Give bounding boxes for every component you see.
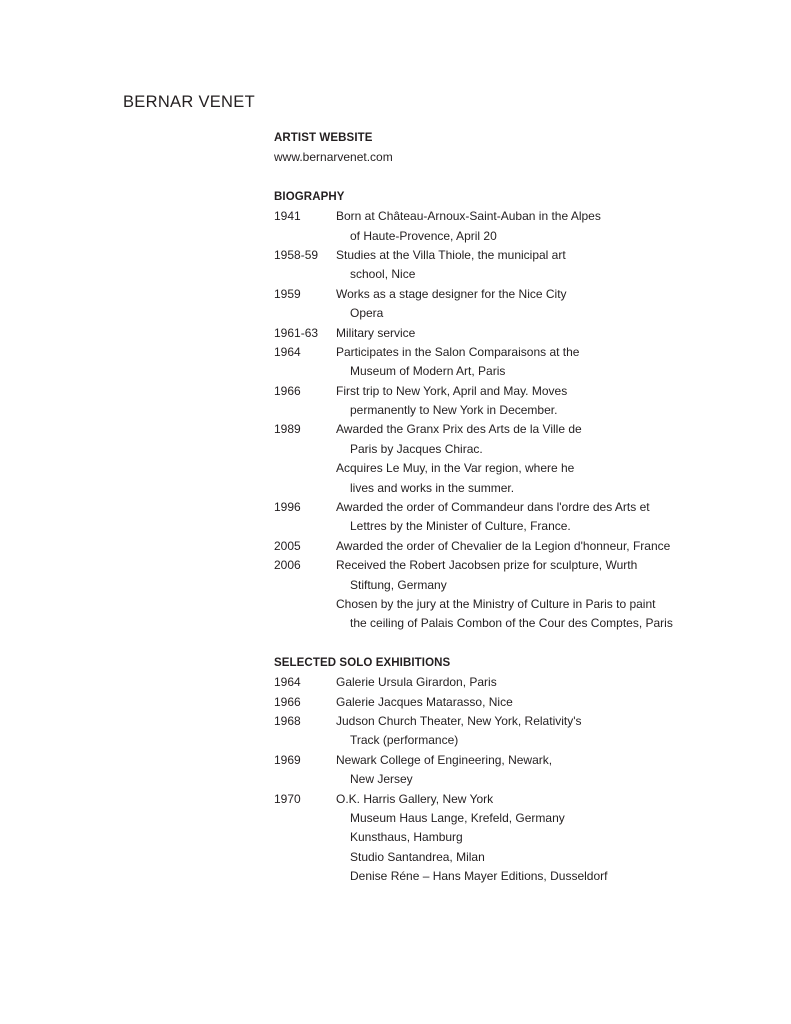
entry-line: First trip to New York, April and May. Moves	[336, 383, 568, 398]
entry-text	[336, 790, 774, 887]
entry-year: 1968	[274, 714, 301, 728]
entry-line: Stiftung, Germany	[350, 577, 447, 592]
entry-text	[336, 595, 774, 634]
entry-year: 1970	[274, 791, 301, 806]
entry-line: Kunsthaus, Hamburg	[350, 830, 463, 845]
entry-year: 1996	[274, 500, 301, 515]
entry-line: O.K. Harris Gallery, New York	[336, 791, 494, 806]
entry-text	[336, 420, 774, 459]
exhibition-entry	[274, 693, 774, 712]
entry-text	[336, 285, 774, 324]
entry-line: Denise Réne – Hans Mayer Editions, Dusseldorf	[350, 869, 608, 884]
website-section	[274, 129, 774, 168]
website-url: www.bernarvenet.com	[274, 150, 393, 165]
solo-exhibitions-section	[274, 654, 774, 887]
entry-line: Awarded the Granx Prix des Arts de la Ville de	[336, 422, 582, 437]
biography-entry	[274, 285, 774, 324]
entry-text	[336, 673, 774, 692]
entry-year: 1989	[274, 422, 301, 437]
entry-line: Works as a stage designer for the Nice City	[336, 286, 567, 301]
entry-line: Studio Santandrea, Milan	[350, 849, 485, 864]
entry-year: 1958-59	[274, 247, 319, 262]
entry-year: 1969	[274, 752, 301, 767]
exhibition-entry	[274, 790, 774, 887]
exhibition-entry	[274, 673, 774, 692]
entry-line: permanently to New York in December.	[350, 403, 558, 418]
exhibition-entry	[274, 751, 774, 790]
entry-line: Paris by Jacques Chirac.	[350, 441, 483, 456]
entry-line: Opera	[350, 306, 384, 321]
biography-entry	[274, 537, 774, 556]
biography-entry	[274, 324, 774, 343]
biography-entry	[274, 459, 774, 498]
entry-text	[336, 459, 774, 498]
biography-entry	[274, 207, 774, 246]
entry-line: Museum Haus Lange, Krefeld, Germany	[350, 810, 565, 825]
entry-year: 1941	[274, 209, 301, 224]
entry-text	[336, 324, 774, 343]
entry-text	[336, 537, 774, 556]
entry-line: Museum of Modern Art, Paris	[350, 364, 506, 379]
artist-name: BERNAR VENET	[123, 93, 255, 111]
entry-line: Chosen by the jury at the Ministry of Culture in Paris to paint	[336, 597, 656, 612]
biography-entry	[274, 382, 774, 421]
entry-text	[336, 556, 774, 595]
entry-line: Military service	[336, 325, 416, 340]
entry-text	[336, 246, 774, 285]
entry-text	[336, 343, 774, 382]
biography-entry	[274, 556, 774, 595]
biography-entry	[274, 595, 774, 634]
entry-year: 1966	[274, 694, 301, 709]
entry-line: Acquires Le Muy, in the Var region, where he	[336, 461, 575, 476]
entry-line: New Jersey	[350, 772, 413, 787]
entry-text	[336, 207, 774, 246]
entry-line: Born at Château-Arnoux-Saint-Auban in the Alpes	[336, 209, 601, 224]
entry-line: Awarded the order of Commandeur dans l'ordre des Arts et	[336, 500, 650, 515]
entry-year	[274, 459, 336, 498]
biography-section	[274, 188, 774, 634]
entry-year: 2006	[274, 558, 301, 573]
entry-year: 1964	[274, 675, 301, 690]
solo-exhibitions-heading: SELECTED SOLO EXHIBITIONS	[274, 656, 451, 669]
entry-line: Galerie Jacques Matarasso, Nice	[336, 694, 513, 709]
exhibition-entry	[274, 712, 774, 751]
entry-text	[336, 751, 774, 790]
entry-line: Lettres by the Minister of Culture, France.	[350, 519, 571, 534]
biography-entry	[274, 246, 774, 285]
solo-exhibitions-list	[274, 673, 774, 886]
biography-heading: BIOGRAPHY	[274, 190, 345, 203]
entry-line: the ceiling of Palais Combon of the Cour des Comptes, Paris	[350, 616, 673, 631]
entry-year: 1959	[274, 286, 301, 301]
entry-line: Awarded the order of Chevalier de la Legion d'honneur, France	[336, 538, 671, 553]
entry-line: of Haute-Provence, April 20	[350, 228, 497, 243]
biography-entry	[274, 420, 774, 459]
entry-year: 1966	[274, 383, 301, 398]
entry-line: Participates in the Salon Comparaisons at the	[336, 344, 580, 359]
entry-line: Newark College of Engineering, Newark,	[336, 752, 553, 767]
entry-year: 2005	[274, 538, 301, 553]
entry-text	[336, 382, 774, 421]
entry-text	[336, 712, 774, 751]
entry-text	[336, 498, 774, 537]
entry-year: 1961-63	[274, 325, 319, 340]
entry-line: Studies at the Villa Thiole, the municipal art	[336, 247, 566, 262]
biography-list	[274, 207, 774, 634]
entry-year	[274, 595, 336, 634]
cv-content	[274, 129, 774, 907]
entry-line: Judson Church Theater, New York, Relativity's	[336, 714, 582, 728]
entry-text	[336, 693, 774, 712]
biography-entry	[274, 343, 774, 382]
website-heading: ARTIST WEBSITE	[274, 132, 373, 144]
entry-line: school, Nice	[350, 267, 416, 282]
biography-entry	[274, 498, 774, 537]
entry-line: lives and works in the summer.	[350, 480, 515, 495]
entry-line: Track (performance)	[350, 733, 459, 748]
entry-line: Received the Robert Jacobsen prize for sculpture, Wurth	[336, 558, 638, 573]
entry-line: Galerie Ursula Girardon, Paris	[336, 675, 497, 690]
entry-year: 1964	[274, 344, 301, 359]
